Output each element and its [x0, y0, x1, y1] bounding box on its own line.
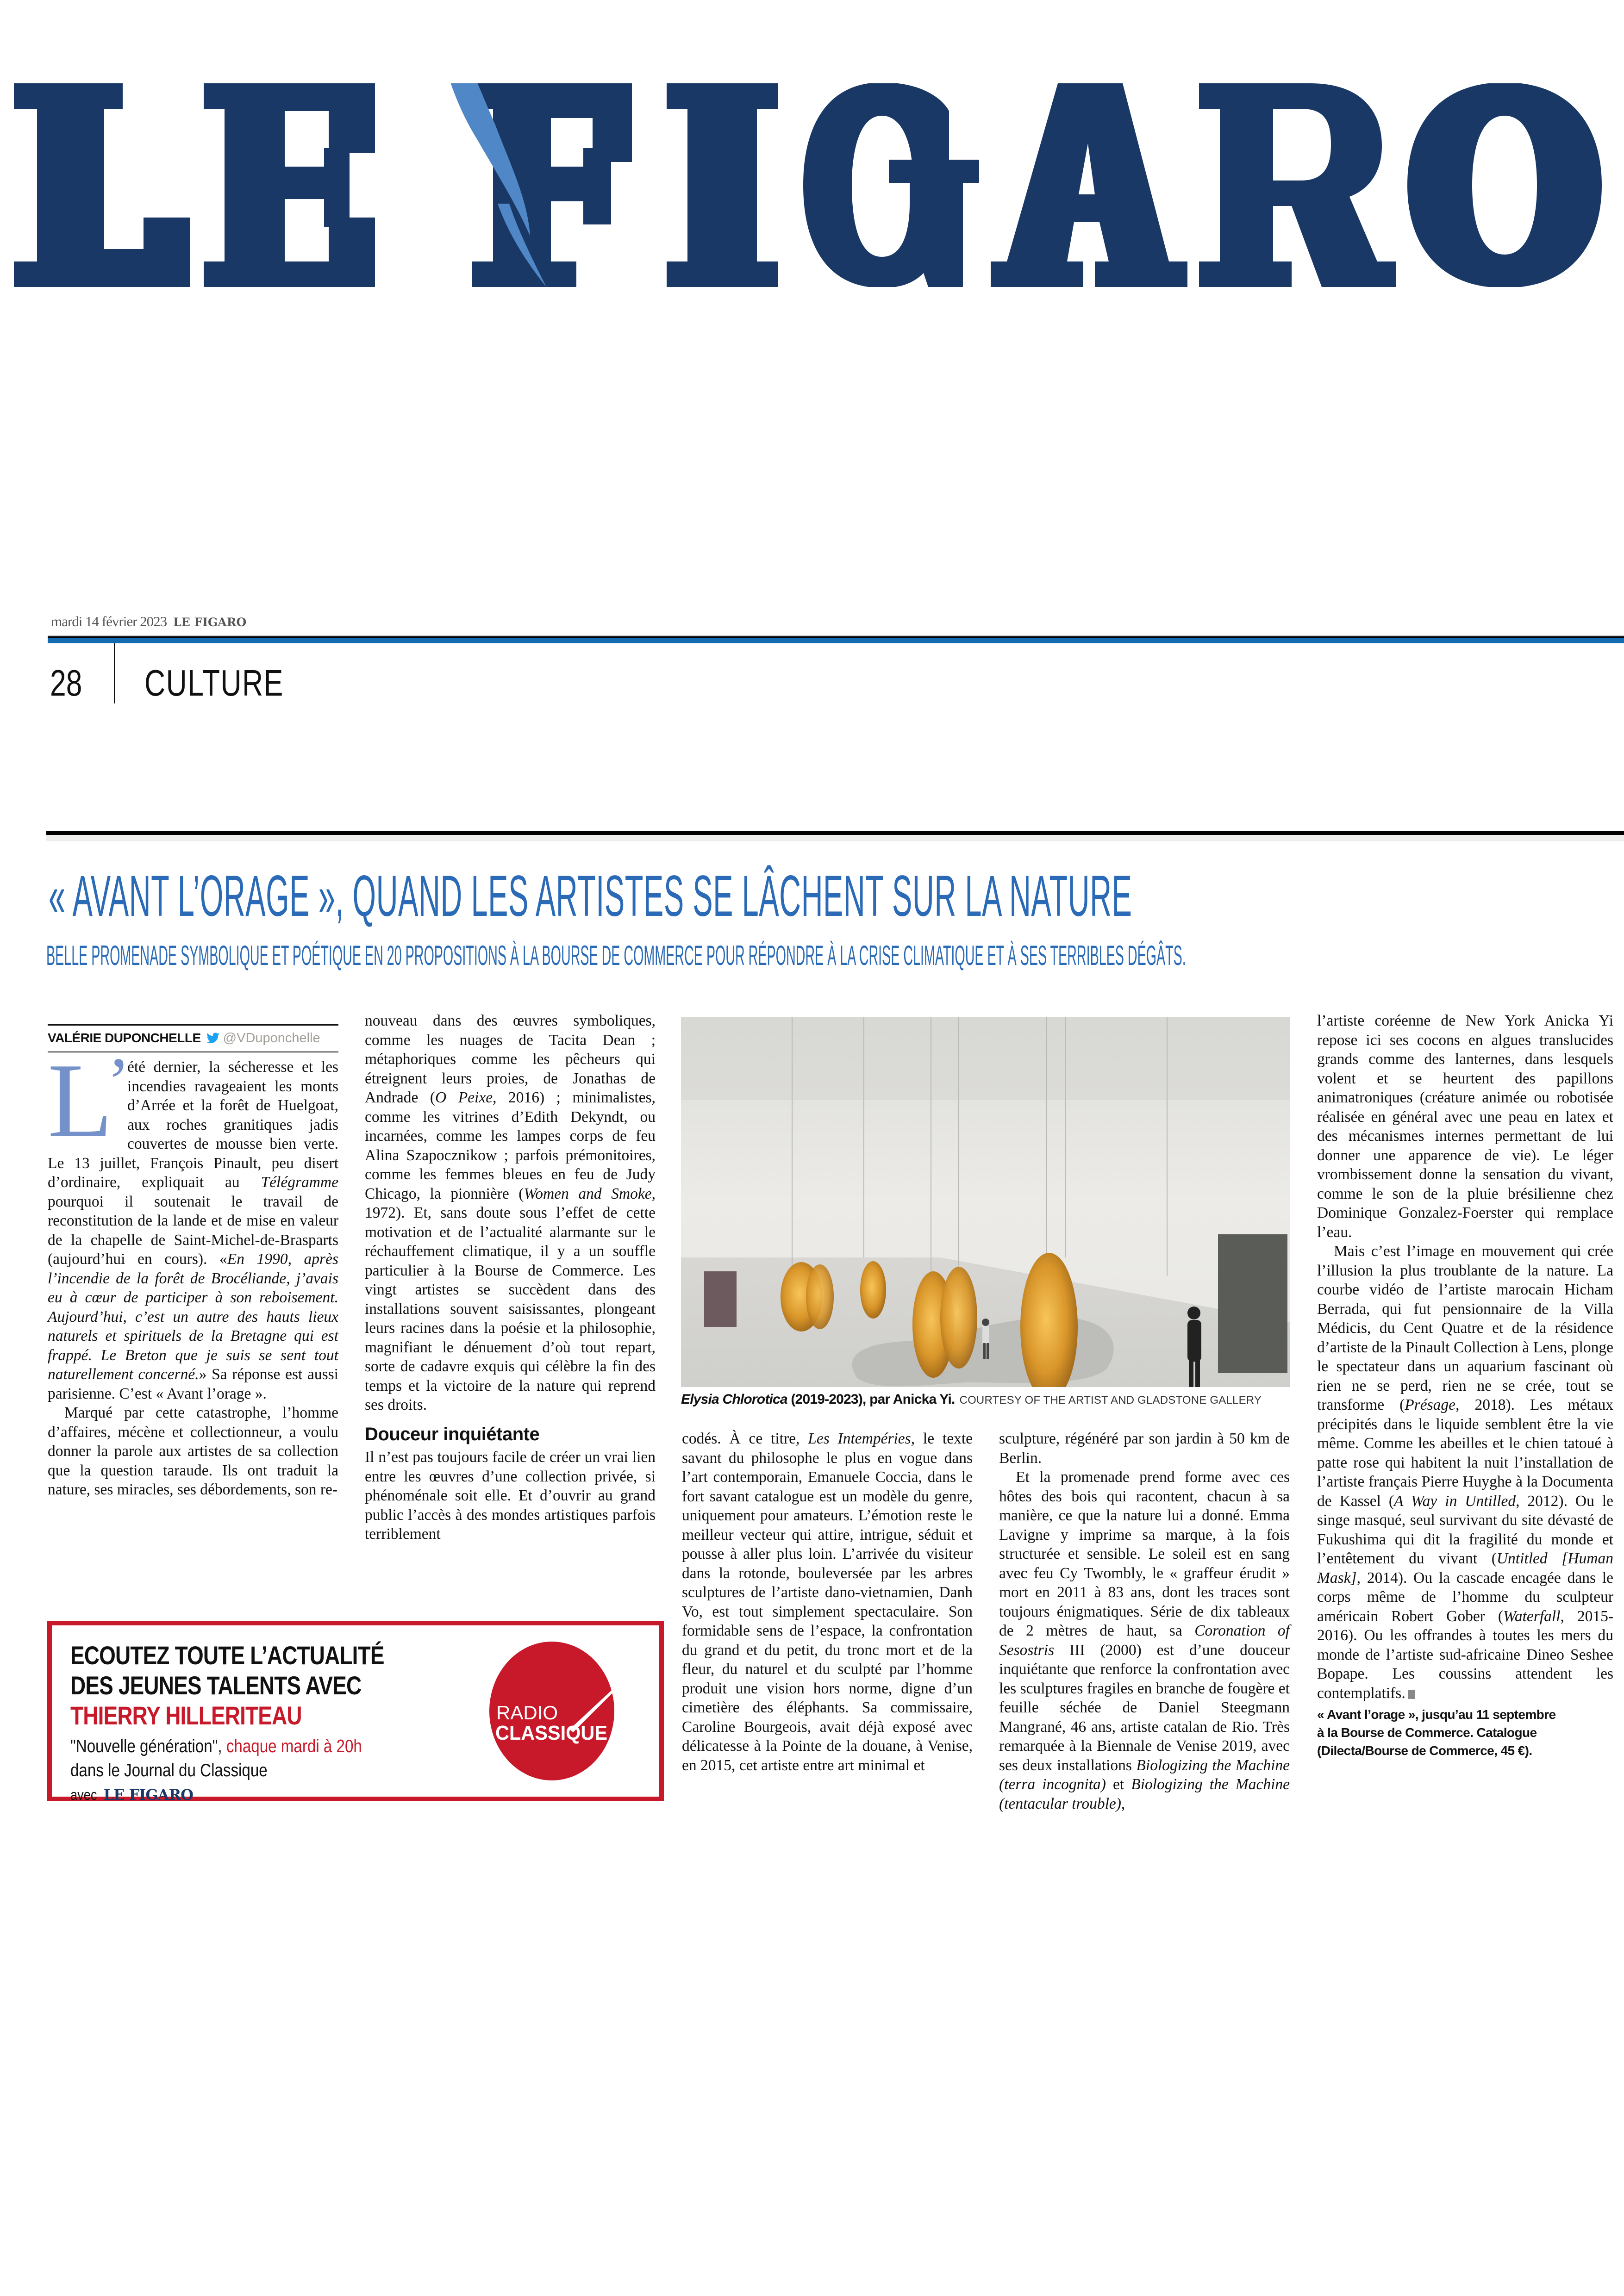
svg-text:RADIO: RADIO — [496, 1702, 558, 1724]
logo-letter-e — [204, 83, 375, 287]
title-rule-grey — [46, 835, 1624, 841]
running-header — [51, 613, 246, 630]
page-number: 28 — [50, 662, 82, 703]
logo-letter-a — [991, 83, 1187, 287]
end-of-article-mark — [1408, 1690, 1415, 1699]
logo-letter-g — [803, 83, 979, 287]
intertitle: Douceur inquiétante — [365, 1424, 540, 1444]
paragraph: nouveau dans des œuvres symboliques, comme les nuages de Tacita Dean ; métaphoriques comme les pêcheurs qui étreignent leurs proies, de Jonathas de Andrade (O Peixe, 2016) ; minimalistes, comme les vitrines d’Edith Dekyndt, ou incarnées, comme les lampes corps de feu Alina Szapocznikow ; parfois prémonitoires, comme les femmes bleues en feu de Judy Chicago, la pionnière (Women and Smoke, 1972). Et, sans doute sous l’effet de cette motivation et de l’actualité alarmante sur le réchauffement climatique, il y a un souffle particulier à la Bourse de Commerce. Les vingt artistes se succèdent dans des installations souvent saisissantes, plongeant leurs racines dans la poésie et la philosophie, magnifiant le dénuement d’où tout repart, sorte de cadavre exquis qui célèbre la fin des temps et la victoire de la nature qui reprend ses droits. — [365, 1012, 656, 1413]
article-headline: « AVANT L’ORAGE », QUAND LES ARTISTES SE LÂCHENT SUR LA NATURE — [49, 864, 1132, 928]
ad-host-name: THIERRY HILLERITEAU — [70, 1701, 302, 1730]
photo-caption: Elysia Chlorotica (2019-2023), par Anicka Yi. COURTESY OF THE ARTIST AND GLADSTONE GALLERY — [681, 1392, 1262, 1407]
twitter-bird-icon — [206, 1033, 219, 1044]
logo-letter-r — [1199, 83, 1396, 287]
article-column-5 — [1317, 1011, 1613, 1760]
paragraph: Mais c’est l’image en mouvement qui crée l’illusion la plus troublante de la nature. La courbe vidéo de l’artiste marocain Hicham Berrada, qui fut pensionnaire de la Villa Médicis, du Cent Quatre et de la résidence d’artiste de la Pinault Collection à Lens, plonge le spectateur dans un aquarium fascinant où rien ne se perd, rien ne se crée, tout se transforme (Présage, 2018). Les métaux précipités dans le liquide semblent être la vie même. Comme les abeilles et le chien tatoué à patte rose qui habitent la nuit l’installation de l’artiste français Pierre Huyghe à la Documenta de Kassel (A Way in Untilled, 2012). Ou le singe masqué, seul survivant du site dévasté de Fukushima qui dit la fragilité du monde et l’entêtement du vivant (Untitled [Human Mask], 2014). Ou la cascade encagée dans le corps même de l’homme du sculpteur américain Robert Gober (Waterfall, 2015-2016). Ou les offrandes à toutes les mers du monde de l’artiste sud-africaine Dineo Seshee Bopape. Les coussins attendent les contemplatifs. — [1317, 1243, 1614, 1702]
section-name: CULTURE — [144, 662, 284, 703]
radio-classique-advertisement[interactable] — [47, 1621, 664, 1804]
le-figaro-logo — [9, 83, 1616, 287]
author-name: VALÉRIE DUPONCHELLE — [48, 1031, 201, 1045]
article-column-1 — [48, 1041, 338, 1500]
exhibition-info: « Avant l’orage », jusqu’au 11 septembre à la Bourse de Commerce. Catalogue (Dilecta/Bourse de Commerce, 45 €). — [1317, 1707, 1556, 1758]
section-divider — [114, 643, 115, 703]
author-twitter-handle[interactable]: @VDuponchelle — [223, 1030, 320, 1045]
running-header-brand: LE FIGARO — [173, 616, 247, 629]
ad-schedule: "Nouvelle génération", chaque mardi à 20h — [70, 1736, 362, 1756]
logo-letter-i — [667, 83, 778, 287]
title-rule-black — [46, 831, 1624, 835]
article-column-2 — [365, 1011, 656, 1544]
article-column-3 — [682, 1429, 973, 1775]
wall-artwork — [1218, 1234, 1287, 1373]
paragraph: l’artiste coréenne de New York Anicka Yi repose ici ses cocons en algues translucides grands comme des lanternes, dans lesquels volent et se heurtent des papillons animatroniques (créature animée ou robotisée réalisée en général avec une peau en latex et des mécanismes internes permettant de lui donner une apparence de vie). Le léger vrombissement donne la sensation du vivant, comme le son de la pluie brésilienne chez Dominique Gonzalez-Foerster qui remplace l’eau. — [1317, 1012, 1613, 1241]
drop-cap: L ’ — [48, 1041, 130, 1159]
header-rule-blue — [48, 638, 1624, 643]
logo-letter-l — [14, 83, 190, 287]
logo-letter-f — [472, 83, 632, 287]
issue-date: mardi 14 février 2023 — [51, 613, 167, 629]
wall-artwork — [704, 1271, 737, 1327]
radio-classique-logo — [482, 1642, 621, 1780]
gallery-installation-image — [681, 1017, 1290, 1387]
ad-program: dans le Journal du Classique — [70, 1761, 268, 1780]
le-figaro-mini-logo: LE FIGARO — [103, 1786, 193, 1804]
paragraph: Marqué par cette catastrophe, l’homme d’affaires, mécène et collectionneur, a voulu donner la parole aux artistes de sa collection que la question taraude. Ils ont traduit la nature, ses miracles, ses débordements, son re- — [48, 1404, 338, 1498]
paragraph: sculpture, régénéré par son jardin à 50 km de Berlin. — [999, 1430, 1290, 1467]
byline-rule-top — [48, 1024, 338, 1026]
cocoon-sculpture — [860, 1261, 886, 1319]
ad-partner: avec LE FIGARO — [70, 1786, 193, 1804]
artwork-title: Elysia Chlorotica — [681, 1392, 787, 1407]
paragraph: été dernier, la sécheresse et les incendies ravageaient les monts d’Arrée et la forêt de Huelgoat, aux roches granitiques jadis couvertes de mousse bien verte. Le 13 juillet, François Pinault, peu disert d’ordinaire, expliquait au Télégramme pourquoi il soutenait le travail de reconstitution de la lande et de mise en valeur de la chapelle de Saint-Michel-de-Brasparts (aujourd’hui en cours). «En 1990, après l’incendie de la forêt de Brocéliande, j’avais eu à cœur de participer à son reboisement. Aujourd’hui, c’est un autre des hauts lieux naturels et spirituels de la Bretagne qui est frappé. Le Breton que je suis se sent tout naturellement concerné.» Sa réponse est aussi parisienne. C’est « Avant l’orage ». — [48, 1058, 338, 1402]
ad-headline-line-1: ECOUTEZ TOUTE L’ACTUALITÉ — [70, 1641, 384, 1670]
logo-letter-o — [1407, 83, 1602, 287]
article-column-4 — [999, 1429, 1290, 1813]
paragraph: Et la promenade prend forme avec ces hôtes des bois qui racontent, chacun à sa manière, ce que la nature lui a donné. Emma Lavigne y imprime sa marque, à la fois structurée et sensible. Le soleil est en sang avec feu Cy Twombly, le « graffeur érudit » mort en 2011 à 83 ans, dont les traces sont toujours énigmatiques. Série de dix tableaux de 2 mètres de haut, sa Coronation of Sesostris III (2000) est d’une douceur inquiétante que renforce la confrontation avec les sculptures fragiles en branche de fougère et feuille séchée de Daniel Steegmann Mangrané, 46 ans, artiste catalan de Rio. Très remarquée à la Biennale de Venise 2019, avec ses deux installations Biologizing the Machine (terra incognita) et Biologizing the Machine (tentacular trouble), — [999, 1468, 1290, 1812]
paragraph: codés. À ce titre, Les Intempéries, le texte savant du philosophe le plus en vogue dans l’art contemporain, Emanuele Coccia, dans le fort savant catalogue est un modèle du genre, uniquement pour amateurs. L’émotion reste le meilleur vecteur qui attire, intrigue, séduit et pousse à aller plus loin. L’arrivée du visiteur dans la rotonde, bouleversée par les arbres sculptures de l’artiste dano-vietnamien, Danh Vo, est tout simplement spectaculaire. Son formidable sens de l’espace, la confrontation du grand et du petit, du tronc mort et de la fleur, du naturel et du sculpté par l’homme produit une vision hors norme, digne d’un cimetière des éléphants. Sa commissaire, Caroline Bourgeois, avait déjà exposé avec délicatesse à la Pointe de la douane, à Venise, en 2015, cet artiste entre art minimal et — [682, 1430, 973, 1774]
photo-credit: COURTESY OF THE ARTIST AND GLADSTONE GALLERY — [959, 1394, 1262, 1406]
article-subhead: BELLE PROMENADE SYMBOLIQUE ET POÉTIQUE EN 20 PROPOSITIONS À LA BOURSE DE COMMERCE POUR RÉPONDRE À LA CRISE CLIMATIQUE ET À SES TERRIBLES DÉGÂTS. — [46, 940, 1186, 971]
article-photo[interactable] — [681, 1017, 1290, 1387]
svg-text:CLASSIQUE: CLASSIQUE — [495, 1722, 607, 1744]
ad-headline-line-2: DES JEUNES TALENTS AVEC — [70, 1671, 362, 1700]
paragraph: Il n’est pas toujours facile de créer un vrai lien entre les œuvres d’une collection privée, si phénoménale soit elle. Et d’ouvrir au grand public l’accès à des mondes artistiques parfois terriblement — [365, 1449, 656, 1543]
masthead-logo — [9, 83, 1616, 287]
